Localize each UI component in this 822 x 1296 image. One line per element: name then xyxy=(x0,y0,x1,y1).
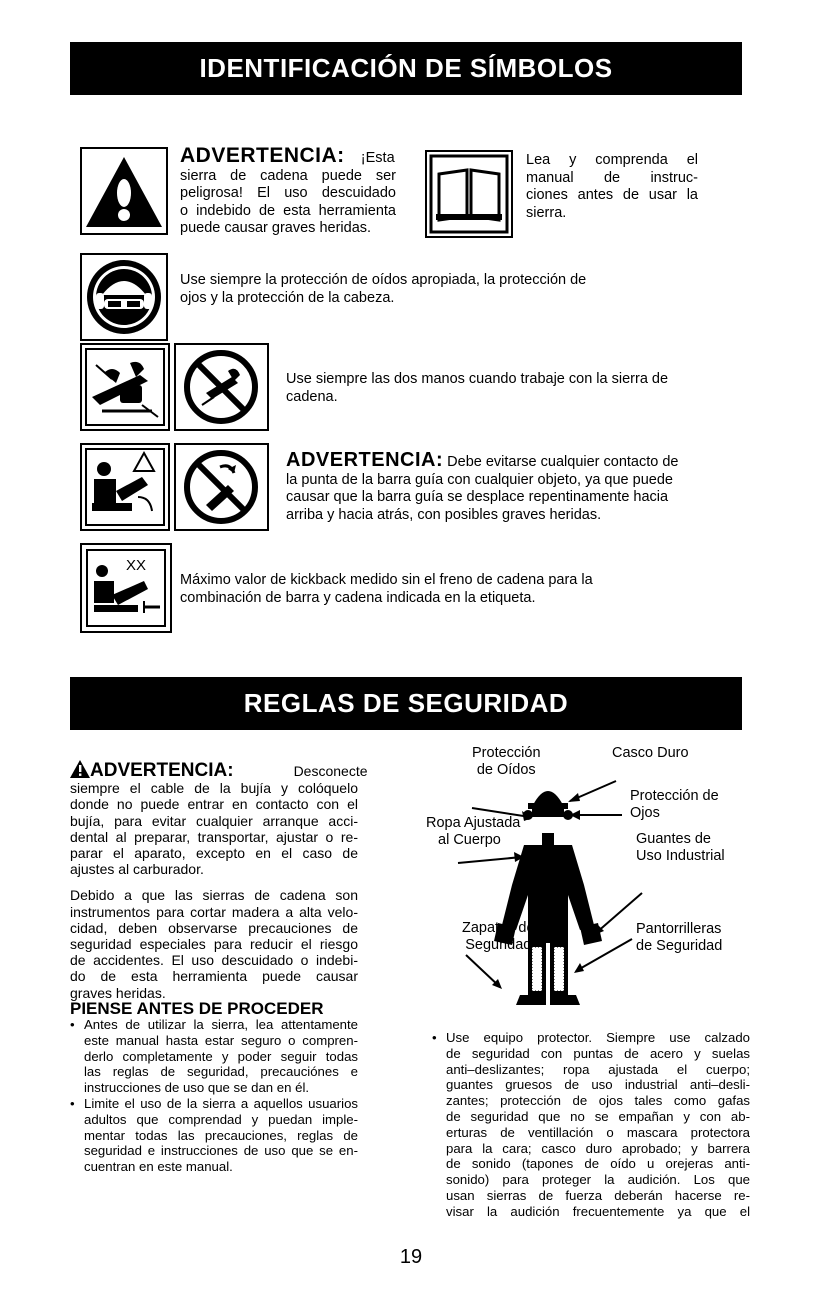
warning-triangle-icon xyxy=(82,149,166,233)
section-banner-safety xyxy=(70,677,742,730)
warning-triangle-icon xyxy=(70,760,90,778)
kickback-warning-icon xyxy=(82,445,168,529)
section-title: REGLAS DE SEGURIDAD xyxy=(243,688,569,718)
page-number: 19 xyxy=(399,1246,423,1268)
two-hands-text: Use siempre las dos manos cuando trabaje con la sierra de cadena. xyxy=(286,371,669,405)
read-manual-text: Lea y comprenda el manual de instruc- ciones antes de usar la sierra. xyxy=(526,152,698,221)
tip-contact-prohibited-box xyxy=(174,443,269,531)
protection-text: Use siempre la protección de oídos apropiada, la protección de ojos y la protección de la cabeza. xyxy=(180,272,587,306)
kickback-symbol-box xyxy=(80,443,170,531)
protection-symbol-box xyxy=(80,253,168,341)
list-item: • Use equipo protector. Siempre use calzado de seguridad con puntas de acero y suelas anti–deslizantes; ropa ajustada el cuerpo; guantes gruesos de uso industrial anti–desli- zantes; protección de ojos tales como gafas de seguridad que no se empañan y con ab- erturas de ventillación o mascara protectora para la cara; casco duro aprobado; y barrera de sonido (tapones de oído u orejeras anti- sonido) para proteger la audición. Los que usan sierras de fuerza deberán hacerse re- visar la audición frecuentemente ya que el xyxy=(432,1030,750,1220)
section-banner-symbols xyxy=(70,42,742,95)
kickback-value-text: Máximo valor de kickback medido sin el freno de cadena para la combinación de barra y cadena indicada en la etiqueta. xyxy=(180,572,593,606)
section-title: IDENTIFICACIÓN DE SÍMBOLOS xyxy=(199,53,613,83)
label-ear-protection: Protección de Oídos xyxy=(472,745,541,778)
protected-worker-icon xyxy=(420,745,750,1015)
label-snug-clothing: Ropa Ajustada al Cuerpo xyxy=(426,815,521,848)
kickback-value-box xyxy=(80,543,172,633)
safety-right-column xyxy=(432,1030,750,1220)
kickback-warning-text: ADVERTENCIA: Debe evitarse cualquier contacto de la punta de la barra guía con cualquier objeto, ya que puede causar que la barra guía se desplace repentinamente hacia arriba y hacia atrás, con posibles graves heridas. xyxy=(286,449,679,523)
list-item: • Antes de utilizar la sierra, lea attentamente este manual hasta estar seguro o compren- derlo completamente y poder seguir todas las reglas de seguridad, precauciónes e instrucciones de uso que se dan en él. xyxy=(70,1017,358,1096)
label-eye-protection: Protección de Ojos xyxy=(630,788,719,821)
kickback-value-label: XX xyxy=(126,557,147,574)
prohibited-tip-contact-icon xyxy=(176,445,267,529)
think-before-heading: PIENSE ANTES DE PROCEDER xyxy=(70,998,324,1018)
label-safety-shoes: Zapatos de Seguridad xyxy=(462,920,535,953)
two-hands-saw-icon xyxy=(82,345,168,429)
head-protection-icon xyxy=(82,255,166,339)
label-hard-hat: Casco Duro xyxy=(612,745,689,761)
label-gloves: Guantes de Uso Industrial xyxy=(636,831,725,864)
label-safety-chaps: Pantorrilleras de Seguridad xyxy=(636,921,723,954)
two-hands-symbol-box xyxy=(80,343,170,431)
safety-left-column: ADVERTENCIA: Desconecte siempre el cable de la bujía y colóquelo donde no puede entrar en contacto con el bujía, para evitar cualquier arranque acci- dental al preparar, transportar, ajustar o re- parar el aparato, excepto en el caso de ajustes al carburador. Debido a que las sierras de cadena son instrumentos para cortar madera a alta velo- cidad, deben observarse precauciones de seguridad especiales para reducir el riesgo de accidentes. El uso descuidado o indebi- do de esta herramienta puede causar graves heridas. PIENSE ANTES DE PROCEDER • Antes de utilizar la sierra, lea attentamente este manual hasta estar seguro o compren- derlo completamente y poder seguir todas las reglas de seguridad, precauciónes e instrucciones de uso que se dan en él. • Limite el uso de la sierra a aquellos usuarios adultos que comprendad y puedan imple- mentar todas las precauciones, reglas de seguridad e instrucciones de uso que se en- cuentran en este manual. xyxy=(70,760,358,1175)
warning-symbol-box xyxy=(80,147,168,235)
manual-symbol-box xyxy=(425,150,513,238)
protective-equipment-figure xyxy=(420,745,750,1015)
manual-book-icon xyxy=(427,152,511,236)
prohibited-one-hand-icon xyxy=(176,345,267,429)
warning-carelessness-text: ADVERTENCIA: ¡Esta sierra de cadena puede ser peligrosa! El uso descuidado o indebido de esta herramienta puede causar graves heridas. xyxy=(180,144,396,236)
list-item: • Limite el uso de la sierra a aquellos usuarios adultos que comprendad y puedan imple- mentar todas las precauciones, reglas de seguridad e instrucciones de uso que se en- cuentran en este manual. xyxy=(70,1096,358,1175)
one-hand-prohibited-box xyxy=(174,343,269,431)
kickback-chainsaw-icon xyxy=(88,551,164,625)
